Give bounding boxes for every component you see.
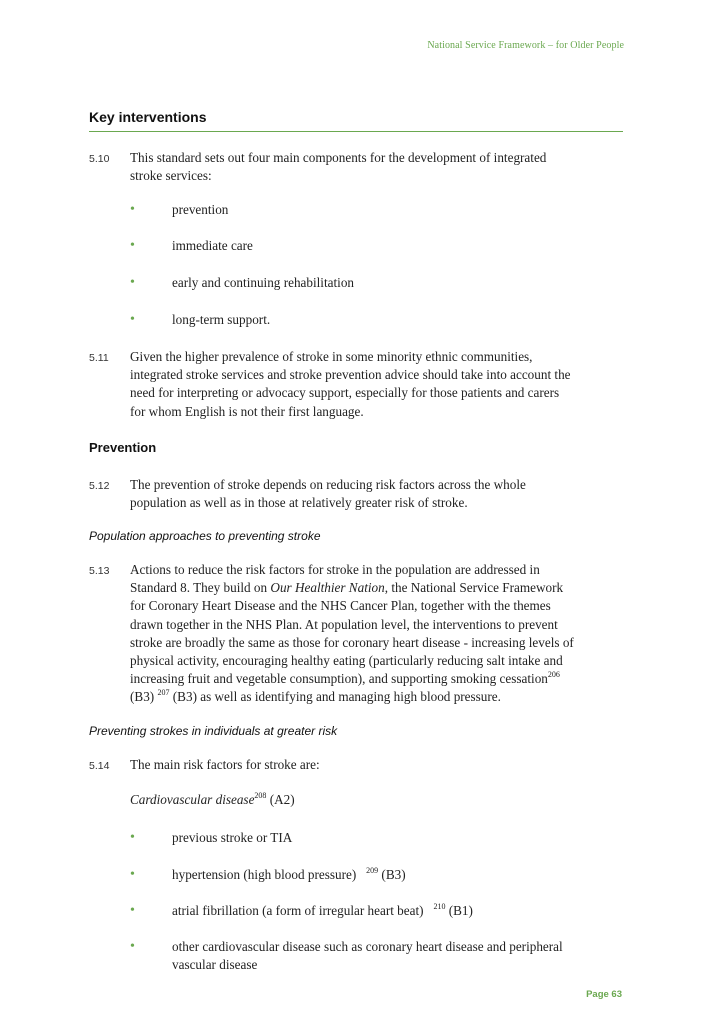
list-item-text: long-term support. xyxy=(172,312,271,327)
subheading-individuals-at-risk: Preventing strokes in individuals at greater risk xyxy=(89,724,338,738)
paragraph-line: Given the higher prevalence of stroke in some minority ethnic communities, xyxy=(130,349,533,364)
bullet-icon: • xyxy=(130,202,135,217)
footnote-ref: 207 xyxy=(157,688,170,698)
paragraph-number: 5.14 xyxy=(89,760,110,772)
bullet-icon: • xyxy=(130,939,135,954)
bullet-icon: • xyxy=(130,903,135,918)
paragraph-line: need for interpreting or advocacy support, especially for those patients and carers xyxy=(130,385,560,401)
list-item-text: atrial fibrillation (a form of irregular heart beat) $^{210}$ (B1) xyxy=(172,902,473,918)
list-item xyxy=(130,902,600,920)
bullet-icon: • xyxy=(130,867,135,882)
list-item-text: other cardiovascular disease such as coronary heart disease and peripheral vascular disease xyxy=(172,939,563,973)
list-item-text: early and continuing rehabilitation xyxy=(172,275,355,290)
paragraph-line: (B3) $^{207}$ (B3) as well as identifying and managing high blood pressure. xyxy=(130,688,501,705)
paragraph-line: Actions to reduce the risk factors for stroke in the population are addressed in xyxy=(130,562,540,577)
risk-category-heading: Cardiovascular disease$^{208}$ (A2) xyxy=(130,791,295,807)
page-number: Page 63 xyxy=(586,989,622,1000)
paragraph-line: drawn together in the NHS Plan. At population level, the interventions to prevent xyxy=(130,616,558,632)
paragraph-line: stroke are broadly the same as those for coronary heart disease - increasing levels of xyxy=(130,634,574,650)
paragraph-line: physical activity, encouraging healthy eating (particularly reducing salt intake and xyxy=(130,653,563,669)
running-header: National Service Framework – for Older People xyxy=(427,40,624,51)
paragraph-number: 5.12 xyxy=(89,480,110,492)
paragraph-line: The prevention of stroke depends on reducing risk factors across the whole xyxy=(130,477,526,492)
paragraph-line: for whom English is not their first language. xyxy=(130,403,364,419)
bullet-icon: • xyxy=(130,238,135,253)
footnote-ref: 209 xyxy=(366,866,379,875)
paragraph-5-10 xyxy=(89,149,629,185)
paragraph-line: Standard 8. They build on Our Healthier Nation, the National Service Framework xyxy=(130,580,564,596)
list-item xyxy=(130,201,600,219)
list-item-text: previous stroke or TIA xyxy=(172,830,293,845)
list-item-text: prevention xyxy=(172,202,229,217)
paragraph-line: population as well as in those at relatively greater risk of stroke. xyxy=(130,495,468,511)
paragraph-line: integrated stroke services and stroke prevention advice should take into account the xyxy=(130,367,571,383)
list-item xyxy=(130,866,600,884)
list-item xyxy=(130,311,600,329)
list-item xyxy=(130,274,600,292)
paragraph-number: 5.13 xyxy=(89,565,110,577)
bullet-icon: • xyxy=(130,312,135,327)
paragraph-line: The main risk factors for stroke are: xyxy=(130,757,320,772)
paragraph-5-12 xyxy=(89,476,629,512)
paragraph-number: 5.11 xyxy=(89,352,109,364)
list-item xyxy=(130,237,600,255)
list-item xyxy=(130,938,600,974)
bullet-icon: • xyxy=(130,275,135,290)
paragraph-5-13 xyxy=(89,561,629,707)
paragraph-5-11 xyxy=(89,348,629,421)
footnote-ref: 208 xyxy=(254,791,267,800)
bullet-icon: • xyxy=(130,830,135,845)
section-heading-prevention: Prevention xyxy=(89,440,157,455)
paragraph-5-14 xyxy=(89,756,629,774)
list-item xyxy=(130,829,600,847)
paragraph-line: This standard sets out four main components for the development of integrated xyxy=(130,150,547,165)
paragraph-line: increasing fruit and vegetable consumption), and supporting smoking cessation$^{206}$ xyxy=(130,670,560,687)
section-heading-key-interventions: Key interventions xyxy=(89,109,623,132)
footnote-ref: 210 xyxy=(433,902,446,911)
paragraph-number: 5.10 xyxy=(89,153,110,165)
list-item-text: hypertension (high blood pressure) $^{209}$ (B3) xyxy=(172,866,406,882)
paragraph-line: stroke services: xyxy=(130,168,212,184)
footnote-ref: 206 xyxy=(547,670,560,680)
list-item-text: immediate care xyxy=(172,238,253,253)
paragraph-line: for Coronary Heart Disease and the NHS Cancer Plan, together with the themes xyxy=(130,598,551,614)
subheading-population-approaches: Population approaches to preventing stroke xyxy=(89,529,321,543)
book-title: Our Healthier Nation xyxy=(270,580,385,596)
